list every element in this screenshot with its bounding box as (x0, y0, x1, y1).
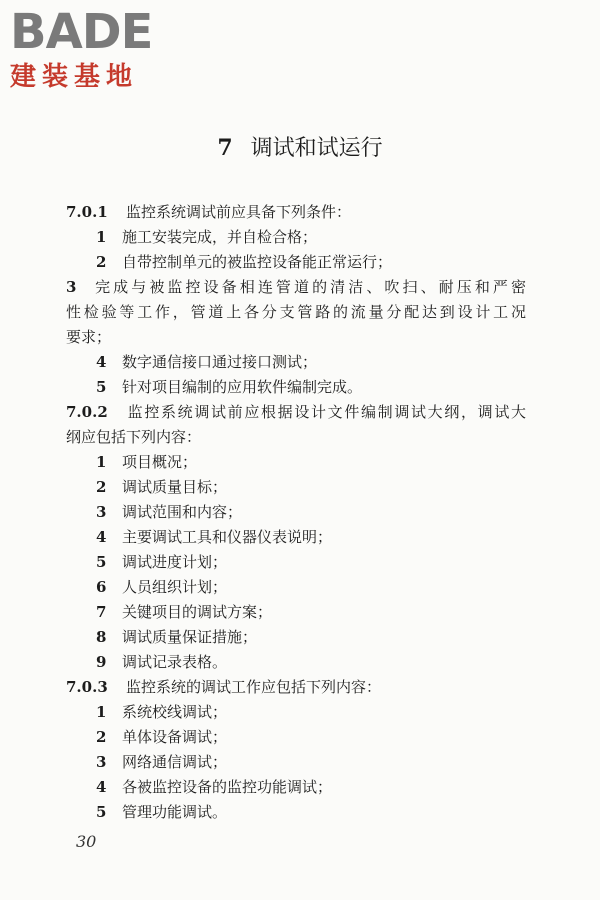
item-text: 调试记录表格。 (122, 653, 228, 671)
item-text: 管理功能调试。 (122, 803, 228, 821)
item-text: 单体设备调试； (122, 728, 228, 746)
item-text: 人员组织计划； (122, 578, 228, 596)
item-number: 3 (96, 503, 107, 521)
item-text: 完成与被监控设备相连管道的清洁、吹扫、耐压和严密 (92, 278, 526, 296)
item-number: 3 (96, 753, 107, 771)
item-number: 1 (96, 703, 107, 721)
chapter-title-text: 调试和试运行 (250, 136, 383, 161)
item-text: 自带控制单元的被监控设备能正常运行； (122, 253, 393, 271)
logo-wordmark: BADE (10, 4, 153, 60)
clause-number: 7.0.1 (66, 203, 108, 221)
list-item (66, 775, 526, 800)
item-number: 4 (96, 778, 107, 796)
item-continuation: 要求； (66, 328, 112, 346)
item-number: 5 (96, 378, 107, 396)
item-number: 3 (66, 278, 77, 296)
bade-logo (10, 6, 180, 94)
clause-text: 监控系统的调试工作应包括下列内容： (126, 678, 382, 696)
item-text: 调试进度计划； (122, 553, 228, 571)
list-item (66, 625, 526, 650)
item-number: 1 (96, 228, 107, 246)
list-item (66, 375, 526, 400)
item-number: 5 (96, 803, 107, 821)
clause-continuation: 纲应包括下列内容： (66, 428, 202, 446)
chapter-number: 7 (217, 135, 233, 161)
clause-c703 (66, 675, 526, 700)
clause-number: 7.0.3 (66, 678, 108, 696)
item-number: 1 (96, 453, 107, 471)
document-body (66, 200, 526, 825)
item-text: 项目概况； (122, 453, 198, 471)
item-text: 各被监控设备的监控功能调试； (122, 778, 333, 796)
list-item (66, 450, 526, 475)
item-number: 2 (96, 728, 107, 746)
item-text: 针对项目编制的应用软件编制完成。 (122, 378, 363, 396)
item-text: 关键项目的调试方案； (122, 603, 273, 621)
item-number: 9 (96, 653, 107, 671)
list-item (66, 575, 526, 600)
list-item (66, 550, 526, 575)
item-number: 4 (96, 353, 107, 371)
list-item (66, 250, 526, 275)
item-number: 2 (96, 478, 107, 496)
list-item (66, 275, 526, 300)
item-number: 2 (96, 253, 107, 271)
item-number: 5 (96, 553, 107, 571)
clause-text: 监控系统调试前应具备下列条件： (126, 203, 352, 221)
item-text: 系统校线调试； (122, 703, 228, 721)
list-item (66, 525, 526, 550)
item-number: 7 (96, 603, 107, 621)
list-item (66, 600, 526, 625)
list-item (66, 500, 526, 525)
clause-text: 监控系统调试前应根据设计文件编制调试大纲，调试大 (126, 403, 526, 421)
clause-number: 7.0.2 (66, 403, 108, 421)
list-item (66, 650, 526, 675)
item-number: 4 (96, 528, 107, 546)
logo-subtitle: 建装基地 (10, 62, 139, 92)
list-item (66, 350, 526, 375)
page-number: 30 (76, 832, 97, 851)
list-item (66, 700, 526, 725)
item-text: 调试质量目标； (122, 478, 228, 496)
list-item (66, 475, 526, 500)
item-text: 施工安装完成，并自检合格； (122, 228, 318, 246)
item-text: 调试范围和内容； (122, 503, 243, 521)
list-item (66, 750, 526, 775)
chapter-title (0, 133, 600, 164)
item-number: 6 (96, 578, 107, 596)
list-item (66, 800, 526, 825)
clause-c702 (66, 400, 526, 425)
item-continuation: 性检验等工作，管道上各分支管路的流量分配达到设计工况 (66, 303, 526, 321)
item-text: 调试质量保证措施； (122, 628, 258, 646)
list-item (66, 725, 526, 750)
clause-c701 (66, 200, 526, 225)
item-text: 主要调试工具和仪器仪表说明； (122, 528, 333, 546)
item-number: 8 (96, 628, 107, 646)
item-text: 数字通信接口通过接口测试； (122, 353, 318, 371)
list-item (66, 225, 526, 250)
item-text: 网络通信调试； (122, 753, 228, 771)
